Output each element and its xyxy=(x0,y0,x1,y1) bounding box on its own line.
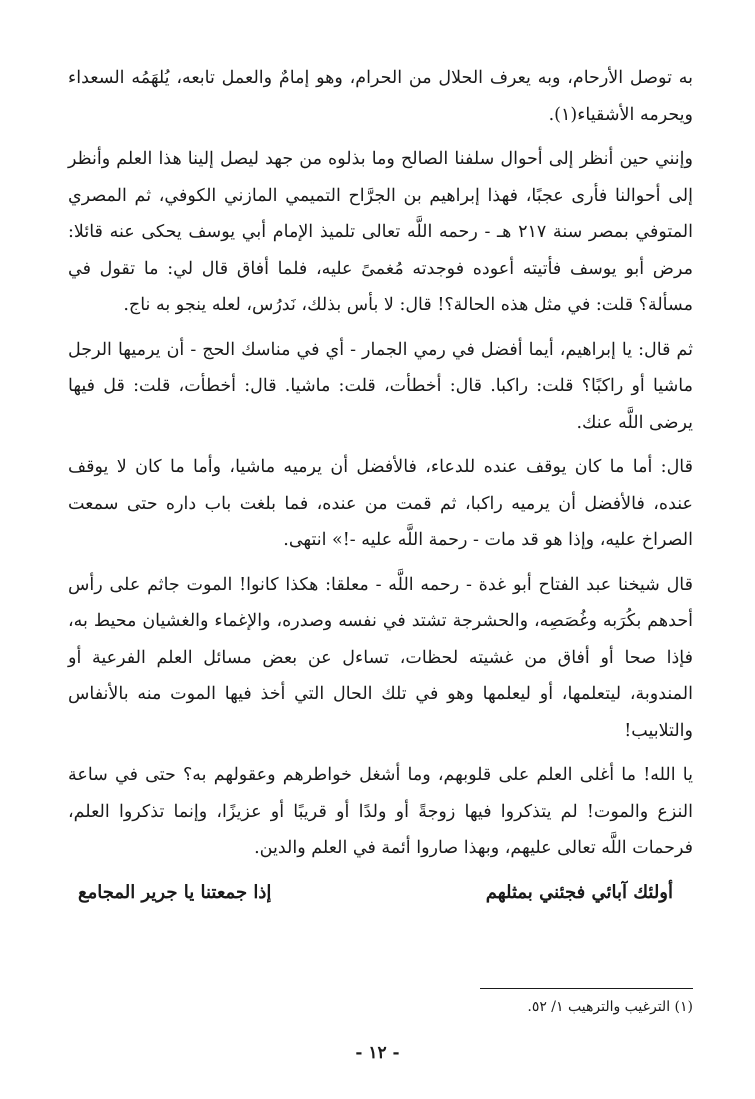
footnote: (١) الترغيب والترهيب ١/ ٥٢. xyxy=(527,999,693,1015)
verse-second-hemistich: إذا جمعتنا يا جرير المجامع xyxy=(78,881,272,903)
footnote-divider xyxy=(480,988,693,989)
paragraph-2: وإنني حين أنظر إلى أحوال سلفنا الصالح وما بذلوه من جهد ليصل إلينا هذا العلم وأنظر إلى أحوالنا فأرى عجبًا، فهذا إبراهيم بن الجرَّاح التميمي المازني الكوفي، ثم المصري المتوفي بمصر سنة ٢١٧ هـ - رحمه اللَّه تعالى تلميذ الإمام أبي يوسف يحكى عنه قائلا: مرض أبو يوسف فأتيته أعوده فوجدته مُغمىً عليه، فلما أفاق قال لي: ما تقول في مسألة؟ قلت: في مثل هذه الحالة؟! قال: لا بأس بذلك، نَدرُس، لعله ينجو به ناج. xyxy=(68,149,693,315)
page-body xyxy=(68,60,693,911)
paragraph-3: ثم قال: يا إبراهيم، أيما أفضل في رمي الجمار - أي في مناسك الحج - أن يرميها الرجل ماشيا أو راكبًا؟ قلت: راكبا. قال: أخطأت، قلت: ماشيا. قال: أخطأت، قلت: قل فيها يرضى اللَّه عنك. xyxy=(68,339,693,433)
page-number: - ١٢ - xyxy=(355,1043,400,1063)
paragraph-4: قال: أما ما كان يوقف عنده للدعاء، فالأفضل أن يرميه ماشيا، وأما ما كان لا يوقف عنده، فالأفضل أن يرميه راكبا، ثم قمت من عنده، فما بلغت باب داره حتى سمعت الصراخ عليه، وإذا هو قد مات - رحمة اللَّه عليه -!» انتهى. xyxy=(68,457,693,550)
paragraph-1: به توصل الأرحام، وبه يعرف الحلال من الحرام، وهو إمامٌ والعمل تابعه، يُلهَمُه السعداء ويحرمه الأشقياء(١). xyxy=(68,68,693,125)
paragraph-6: يا الله! ما أغلى العلم على قلوبهم، وما أشغل خواطرهم وعقولهم به؟ حتى في ساعة النزع والموت! لم يتذكروا فيها زوجةً أو ولدًا أو قريبًا أو عزيزًا، وإنما تذكروا العلم، فرحمات اللَّه تعالى عليهم، وبهذا صاروا أئمة في العلم والدين. xyxy=(68,765,693,858)
paragraph-5: قال شيخنا عبد الفتاح أبو غدة - رحمه اللَّه - معلقا: هكذا كانوا! الموت جاثم على رأس أحدهم بكُرَبه وغُصَصِه، والحشرجة تشتد في نفسه وصدره، والإغماء والغشيان محيط به، فإذا صحا أو أفاق من غشيته لحظات، تساءل عن بعض مسائل العلم الفرعية أو المندوبة، ليتعلمها، أو ليعلمها وهو في تلك الحال التي أخذ فيها الموت منه بالأنفاس والتلابيب! xyxy=(68,574,693,741)
poetry-verse xyxy=(78,875,673,911)
verse-first-hemistich: أولئك آبائي فجئني بمثلهم xyxy=(485,881,673,903)
